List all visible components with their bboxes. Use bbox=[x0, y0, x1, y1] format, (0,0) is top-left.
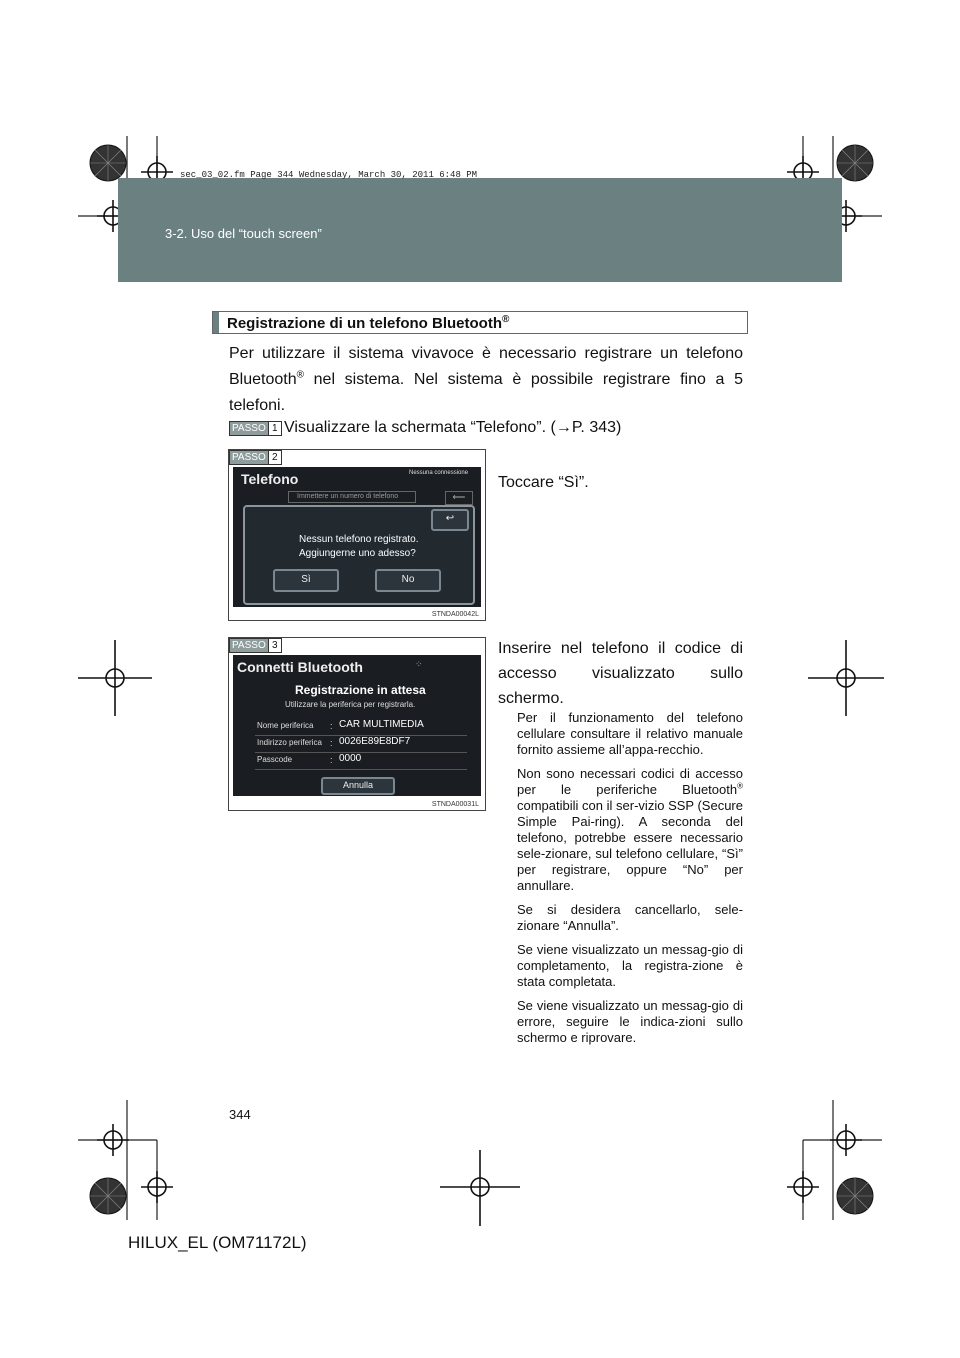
note-4: Se viene visualizzato un messag-gio di completamento, la registra-zione è stata completata. bbox=[517, 942, 743, 989]
step-1-text: Visualizzare la schermata “Telefono”. (→P. 343) bbox=[284, 419, 622, 436]
registered-mark: ® bbox=[296, 369, 304, 381]
intro-text-1: Per utilizzare il sistema vivavoce è necessario registrare un telefono Bluetooth bbox=[229, 345, 743, 388]
dialog-message-line2: Aggiungerne uno adesso? bbox=[299, 548, 416, 559]
cancel-button[interactable]: Annulla bbox=[321, 777, 395, 795]
section-title: 3-2. Uso del “touch screen” bbox=[165, 226, 322, 241]
dialog-message-line1: Nessun telefono registrato. bbox=[299, 534, 419, 545]
screenshot-telefono bbox=[228, 449, 486, 621]
note-5: Se viene visualizzato un messag-gio di errore, seguire le indica-zioni sullo schermo e riprovare. bbox=[517, 998, 743, 1045]
no-phone-dialog bbox=[243, 505, 475, 605]
back-button[interactable] bbox=[431, 509, 469, 531]
step-word: PASSO bbox=[232, 423, 266, 434]
registration-status: Registrazione in attesa bbox=[295, 683, 426, 697]
step-3-paragraph: Inserire nel telefono il codice di accesso visualizzato sullo schermo. bbox=[498, 640, 743, 707]
image-code: STNDA00042L bbox=[431, 611, 479, 618]
image-code: STNDA00031L bbox=[431, 801, 479, 808]
info-row bbox=[255, 753, 467, 770]
intro-paragraph bbox=[229, 341, 743, 419]
row-label: Passcode bbox=[257, 755, 293, 764]
note-2 bbox=[517, 766, 743, 894]
note-2-text-1: Non sono necessari codici di accesso per le periferiche Bluetooth bbox=[517, 766, 743, 797]
heading-accent-bar bbox=[213, 312, 219, 333]
number-input[interactable]: Immettere un numero di telefono bbox=[288, 491, 416, 503]
row-separator: : bbox=[330, 738, 333, 748]
backspace-icon[interactable]: ⟵ bbox=[445, 491, 473, 505]
row-label: Nome periferica bbox=[257, 721, 314, 730]
notes bbox=[517, 710, 743, 1054]
info-row bbox=[255, 736, 467, 753]
registered-mark: ® bbox=[502, 314, 510, 325]
file-info: sec_03_02.fm Page 344 Wednesday, March 30, 2011 6:48 PM bbox=[180, 170, 478, 180]
step-badge-2 bbox=[229, 450, 282, 465]
note-3: Se si desidera cancellarlo, sele-zionare “Annulla”. bbox=[517, 902, 743, 933]
connection-status: Nessuna connessione bbox=[409, 470, 469, 476]
step-number: 1 bbox=[268, 422, 281, 435]
heading-text: Registrazione di un telefono Bluetooth bbox=[227, 315, 502, 332]
note-2-text-2: compatibili con il ser-vizio SSP (Secure Simple Pai-ring). A seconda del telefono, potrebbe essere necessario sele-zionare, sul telefono cellulare, “Sì” per registrare, oppure “No” per annullare. bbox=[517, 798, 743, 893]
yes-button[interactable]: Sì bbox=[273, 569, 339, 592]
note-1: Per il funzionamento del telefono cellulare consultare il relativo manuale fornito assieme all’appa-recchio. bbox=[517, 710, 743, 757]
step-word: PASSO bbox=[232, 640, 266, 651]
registered-mark: ® bbox=[737, 781, 743, 791]
row-separator: : bbox=[330, 755, 333, 765]
step-2-text: Toccare “Sì”. bbox=[498, 474, 589, 491]
step-badge-1 bbox=[229, 421, 282, 436]
row-value: CAR MULTIMEDIA bbox=[339, 719, 424, 730]
page-number: 344 bbox=[229, 1107, 251, 1122]
step-word: PASSO bbox=[232, 452, 266, 463]
bluetooth-screen bbox=[233, 655, 481, 796]
registration-instruction: Utilizzare la periferica per registrarla. bbox=[285, 700, 416, 709]
subsection-heading bbox=[212, 311, 748, 334]
row-value: 0000 bbox=[339, 753, 362, 764]
step-badge-3 bbox=[229, 638, 282, 653]
screen-title: Connetti Bluetooth bbox=[237, 659, 363, 675]
back-arrow-icon: ↩ bbox=[445, 513, 455, 524]
intro-text-2: nel sistema. Nel sistema è possibile registrare fino a 5 telefoni. bbox=[229, 371, 743, 414]
loading-icon: ⁘ bbox=[415, 659, 423, 669]
info-row bbox=[255, 719, 467, 736]
row-separator: : bbox=[330, 721, 333, 731]
no-button[interactable]: No bbox=[375, 569, 441, 592]
step-number: 2 bbox=[268, 451, 281, 464]
screen-title: Telefono bbox=[241, 471, 299, 487]
row-value: 0026E89E8DF7 bbox=[339, 736, 411, 747]
document-footer: HILUX_EL (OM71172L) bbox=[128, 1233, 307, 1252]
step-3-text bbox=[498, 636, 743, 711]
screenshot-connetti-bluetooth bbox=[228, 637, 486, 811]
telefono-screen bbox=[233, 467, 481, 607]
step-number: 3 bbox=[268, 639, 281, 652]
row-label: Indirizzo periferica bbox=[257, 738, 322, 747]
